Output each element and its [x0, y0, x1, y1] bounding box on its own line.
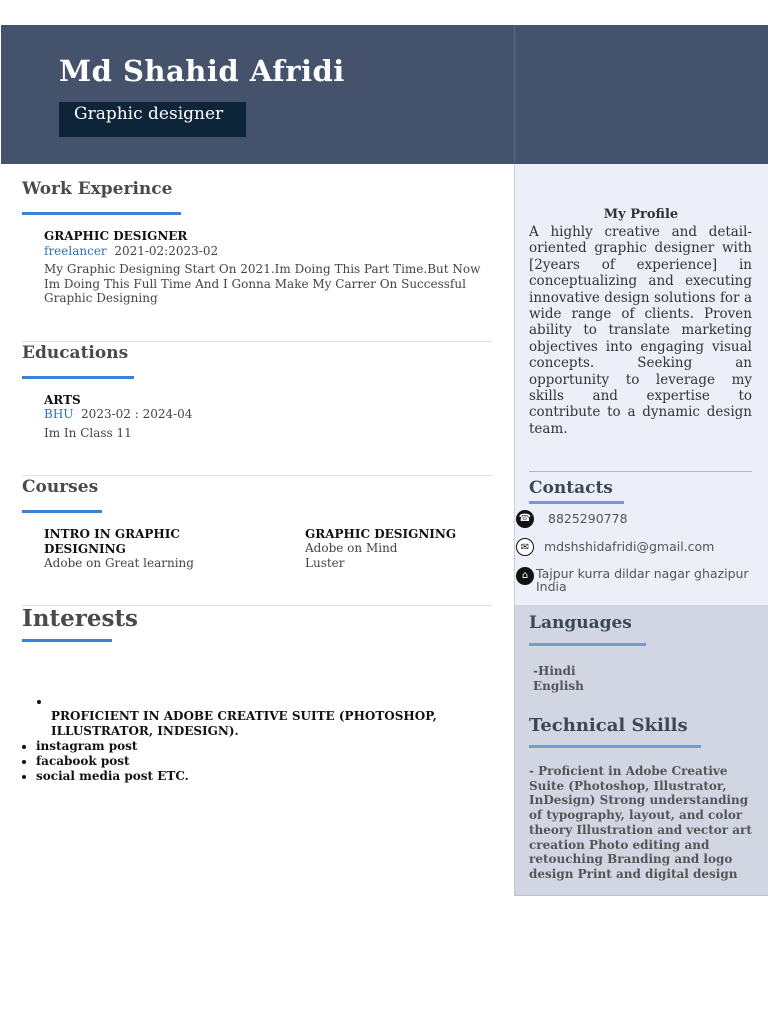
language-item: -Hindi — [533, 664, 576, 678]
section-divider — [22, 475, 492, 476]
profile-title: My Profile — [603, 207, 679, 222]
language-item: English — [533, 679, 584, 693]
list-item — [51, 709, 471, 739]
interests-section-title: Interests — [22, 605, 139, 632]
candidate-name: Md Shahid Afridi — [59, 54, 345, 88]
header-right-panel — [514, 25, 768, 164]
courses-section-title: Courses — [22, 477, 99, 497]
education-school: BHU — [44, 407, 74, 421]
course-name: GRAPHIC DESIGNING — [305, 527, 457, 541]
skills-title: Technical Skills — [529, 715, 688, 736]
interests-list — [36, 694, 471, 784]
education-title-underline — [22, 376, 134, 379]
job-company: freelancer — [44, 244, 107, 258]
section-divider — [22, 341, 492, 342]
job-meta — [44, 244, 218, 258]
job-title: GRAPHIC DESIGNER — [44, 229, 188, 243]
skills-title-underline — [529, 745, 701, 748]
home-icon: ⌂ — [516, 567, 534, 585]
list-item: • instagram post — [36, 739, 471, 754]
list-item: • social media post ETC. — [36, 769, 471, 784]
education-meta — [44, 407, 192, 421]
contact-address: Tajpur kurra dildar nagar ghazipur India — [536, 566, 749, 594]
phone-icon: ☎ — [516, 510, 534, 528]
course-name: INTRO IN GRAPHIC DESIGNING — [44, 527, 180, 556]
interests-title-underline — [22, 639, 112, 642]
contact-phone: 8825290778 — [548, 511, 628, 526]
contacts-title: Contacts — [529, 478, 613, 498]
profile-text: A highly creative and detail- oriented graphic designer with [2years of experience] in conceptualizing and executing innovative design solutions for a wide range of clients. Proven ability to translate marketing objectives into engaging visual concepts. Seeking an opportunity to leverage my skills and expertise to contribute to a dynamic design team. — [529, 224, 752, 437]
courses-title-underline — [22, 510, 102, 513]
languages-title: Languages — [529, 613, 632, 633]
education-degree: ARTS — [44, 393, 81, 407]
role-badge: Graphic designer — [59, 102, 246, 137]
contacts-title-underline — [529, 501, 624, 504]
header-banner — [1, 25, 514, 164]
list-item — [51, 694, 471, 709]
job-description: My Graphic Designing Start On 2021.Im Doing This Part Time.But Now Im Doing This Full Time And I Gonna Make My Carrer On Successful Graphic Designing — [44, 262, 481, 305]
course-provider: Adobe on Great learning — [44, 556, 194, 570]
education-section-title: Educations — [22, 343, 129, 363]
work-section-title: Work Experince — [22, 179, 173, 199]
mail-icon: ✉ — [516, 538, 534, 556]
interest-text: PROFICIENT IN ADOBE CREATIVE SUITE (PHOTOSHOP, ILLUSTRATOR, INDESIGN). — [51, 709, 437, 738]
work-title-underline — [22, 212, 181, 215]
education-dates: 2023-02 : 2024-04 — [81, 407, 193, 421]
education-note: Im In Class 11 — [44, 426, 132, 440]
contact-email: mdshshidafridi@gmail.com — [544, 539, 715, 554]
job-dates: 2021-02:2023-02 — [114, 244, 219, 258]
languages-title-underline — [529, 643, 646, 646]
profile-divider — [529, 471, 752, 472]
list-item: • facabook post — [36, 754, 471, 769]
skills-text: - Proficient in Adobe Creative Suite (Photoshop, Illustrator, InDesign) Strong understanding of typography, layout, and color theory Illustration and vector art creation Photo editing and retouching Branding and logo design Print and digital design — [529, 764, 752, 881]
course-provider: Adobe on Mind Luster — [305, 541, 398, 570]
